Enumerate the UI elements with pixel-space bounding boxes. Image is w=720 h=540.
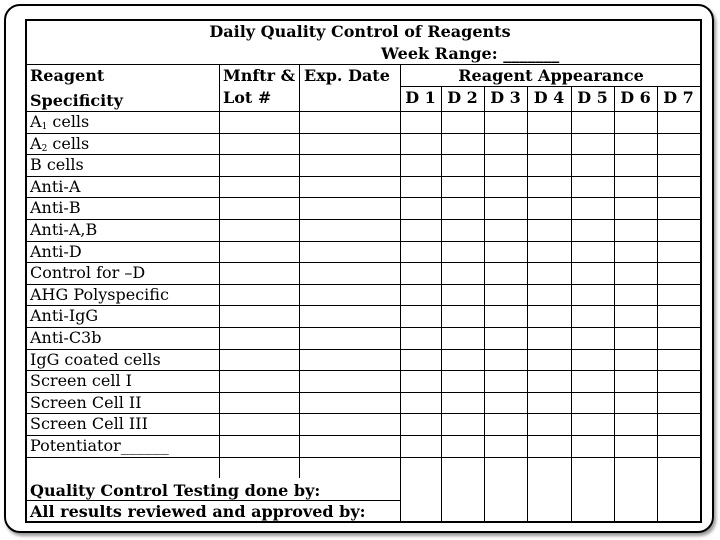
reagent-row-label <box>30 414 148 434</box>
grid-line <box>400 64 700 65</box>
reagent-name: Anti-A <box>30 177 81 196</box>
approved-by-label: All results reviewed and approved by: <box>30 502 366 521</box>
reagent-name: Anti-C3b <box>30 328 102 347</box>
grid-line <box>400 86 700 87</box>
grid-line <box>25 241 700 242</box>
reagent-name: A <box>30 134 42 153</box>
grid-line <box>25 176 700 177</box>
grid-line <box>25 197 700 198</box>
reagent-name: Anti-D <box>30 242 82 261</box>
reagent-row-label <box>30 242 82 262</box>
reagent-appearance-header: Reagent Appearance <box>458 66 644 85</box>
week-range-field[interactable]: Week Range: _______ <box>381 44 560 63</box>
reagent-name: A <box>30 112 42 131</box>
grid-line <box>657 86 658 521</box>
grid-line <box>700 19 702 523</box>
grid-line <box>441 86 442 521</box>
grid-line <box>25 219 700 220</box>
reagent-name: Screen Cell III <box>30 414 148 433</box>
reagent-row-label <box>30 263 145 283</box>
specificity-header: Specificity <box>30 91 123 110</box>
reagent-name: AHG Polyspecific <box>30 285 169 304</box>
grid-line <box>25 64 400 65</box>
grid-line <box>25 327 700 328</box>
day-header: D 1 <box>405 88 436 107</box>
reagent-subscript: 1 <box>41 122 48 132</box>
reagent-header: Reagent <box>30 66 105 85</box>
grid-line <box>219 64 220 478</box>
grid-line <box>25 19 700 21</box>
reagent-row-label <box>30 177 80 197</box>
mnftr-header: Mnftr & <box>223 66 296 85</box>
day-header: D 2 <box>447 88 478 107</box>
exp-date-header: Exp. Date <box>304 66 390 85</box>
day-header: D 3 <box>490 88 521 107</box>
reagent-row-label <box>30 393 142 413</box>
grid-line <box>25 111 700 112</box>
reagent-row-label <box>30 328 101 348</box>
reagent-row-label <box>30 220 97 240</box>
reagent-row-label <box>30 371 132 391</box>
grid-line <box>25 133 700 134</box>
day-header: D 7 <box>663 88 694 107</box>
form-title: Daily Quality Control of Reagents <box>209 22 511 41</box>
grid-line <box>571 86 572 521</box>
reagent-name: Potentiator______ <box>30 436 169 455</box>
reagent-name: Anti-B <box>30 198 81 217</box>
grid-line <box>25 19 27 521</box>
reagent-name: Anti-IgG <box>30 306 99 325</box>
day-header: D 5 <box>577 88 608 107</box>
grid-line <box>400 64 401 521</box>
reagent-name: Anti-A,B <box>30 220 98 239</box>
reagent-name: B cells <box>30 155 84 174</box>
reagent-name-suffix: cells <box>47 134 90 153</box>
reagent-row-label <box>30 436 169 456</box>
qc-tested-by-label: Quality Control Testing done by: <box>30 481 321 500</box>
reagent-name: Screen Cell II <box>30 393 142 412</box>
reagent-row-label <box>30 285 169 305</box>
reagent-name: IgG coated cells <box>30 350 161 369</box>
day-header: D 6 <box>620 88 651 107</box>
reagent-name: Control for –D <box>30 263 146 282</box>
reagent-row-label <box>30 350 161 370</box>
grid-line <box>25 305 700 306</box>
grid-line <box>484 86 485 521</box>
grid-line <box>299 64 300 478</box>
grid-line <box>25 457 700 458</box>
reagent-subscript: 2 <box>41 144 48 154</box>
reagent-row-label <box>30 306 98 326</box>
lot-header: Lot # <box>223 88 272 107</box>
grid-line <box>25 154 700 155</box>
grid-line <box>527 86 528 521</box>
reagent-name-suffix: cells <box>47 112 90 131</box>
reagent-name: Screen cell I <box>30 371 132 390</box>
reagent-row-label <box>30 155 84 175</box>
grid-line <box>614 86 615 521</box>
day-header: D 4 <box>533 88 565 107</box>
reagent-row-label <box>30 198 81 218</box>
